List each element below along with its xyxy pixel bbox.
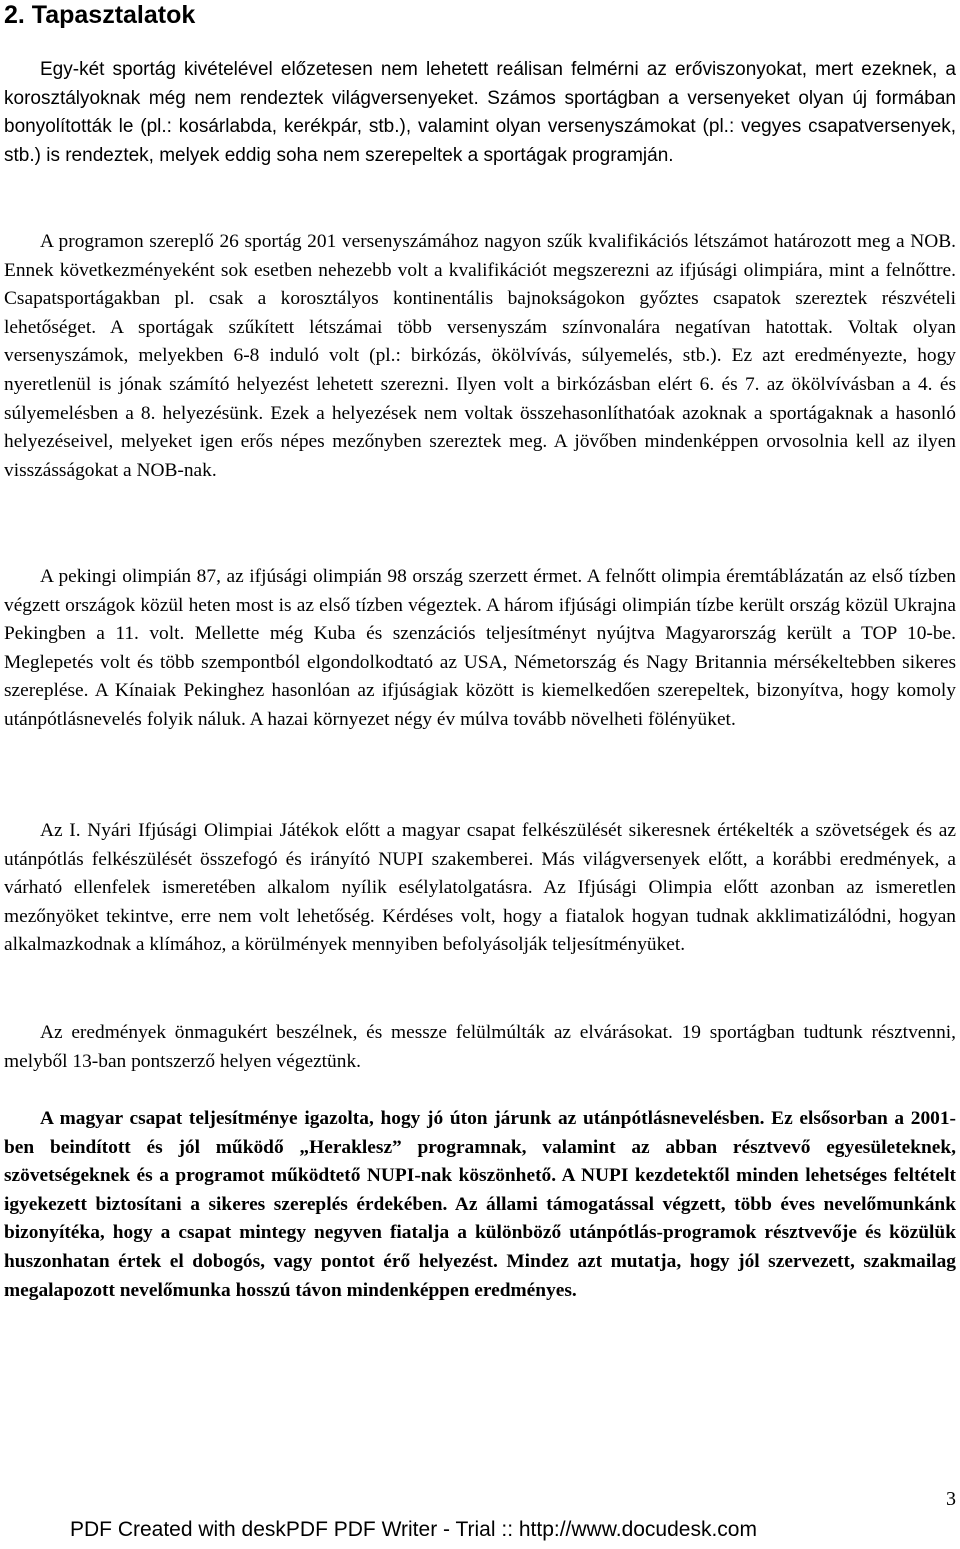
paragraph-3: A pekingi olimpián 87, az ifjúsági olimpián 98 ország szerzett érmet. A felnőtt olimpia éremtáblázatán az első tízben végzett országok közül heten most is az első tízben végeztek. A három ifjúsági olimpián tízbe került ország közül Ukrajna Pekingben a 11. volt. Mellette még Kuba és szenzációs teljesítményt nyújtva Magyarország került a TOP 10-be. Meglepetés volt és több szempontból elgondolkodtató az USA, Németország és Nagy Britannia mérsékeltebben sikeres szereplése. A Kínaiak Pekinghez hasonlóan az ifjúságiak között is kiemelkedően szerepeltek, bizonyítva, hogy komoly utánpótlásnevelés folyik náluk. A hazai környezet négy év múlva tovább növelheti fölényüket. (4, 566, 956, 730)
paragraph-6-bold: A magyar csapat teljesítménye igazolta, hogy jó úton járunk az utánpótlásnevelésben. Ez elsősorban a 2001-ben beindított és jól működő „Heraklesz” programnak, valamint az abban résztvevő egyesületeknek, szövetségeknek és a programot működtető NUPI-nak köszönhető. A NUPI kezdetektől minden lehetséges feltételt igyekezett biztosítani a sikeres szereplés érdekében. Az állami támogatással végzett, több éves nevelőmunkánk bizonyítéka, hogy a csapat mintegy negyven fiatalja a különböző utánpótlás-programok résztvevője és közülük huszonhatan értek el dobogós, vagy pontot érő helyezést. Mindez azt mutatja, hogy jól szervezett, szakmailag megalapozott nevelőmunka hosszú távon mindenképpen eredményes. (4, 1108, 956, 1301)
paragraph-1: Egy-két sportág kivételével előzetesen nem lehetett reálisan felmérni az erőviszonyokat, mert ezeknek, a korosztályoknak még nem rendeztek világversenyeket. Számos sportágban a versenyeket olyan új formában bonyolították le (pl.: kosárlabda, kerékpár, stb.), valamint olyan versenyszámokat (pl.: vegyes csapatversenyek, stb.) is rendeztek, melyek eddig soha nem szerepeltek a sportágak programján. (4, 59, 956, 166)
paragraph-4: Az I. Nyári Ifjúsági Olimpiai Játékok előtt a magyar csapat felkészülését sikeresnek értékelték a szövetségek és az utánpótlás felkészülését összefogó és irányító NUPI szakemberei. Más világversenyek előtt, a korábbi eredmények, a várható ellenfelek ismeretében alkalom nyílik esélylatolgatásra. Az Ifjúsági Olimpia előtt azonban az ismeretlen mezőnyöket tekintve, erre nem volt lehetőség. Kérdéses volt, hogy a fiatalok hogyan tudnak akklimatizálódni, hogyan alkalmazkodnak a klímához, a körülmények mennyiben befolyásolják teljesítményüket. (4, 820, 956, 956)
section-title: 2. Tapasztalatok (4, 1, 196, 29)
pdf-footer: PDF Created with deskPDF PDF Writer - Trial :: http://www.docudesk.com (70, 1518, 757, 1541)
paragraph-5: Az eredmények önmagukért beszélnek, és messze felülmúlták az elvárásokat. 19 sportágban tudtunk résztvenni, melyből 13-ban pontszerző helyen végeztünk. (4, 1022, 956, 1072)
page-number: 3 (946, 1488, 956, 1510)
paragraph-2: A programon szereplő 26 sportág 201 versenyszámához nagyon szűk kvalifikációs létszámot határozott meg a NOB. Ennek következményeként sok esetben nehezebb volt a kvalifikációt megszerezni az ifjúsági olimpiára, mint a felnőttre. Csapatsportágakban pl. csak a korosztályos kontinentális bajnokságokon győztes csapatok szereztek részvételi lehetőséget. A sportágak szűkített létszámai több versenyszám színvonalára negatívan hatottak. Voltak olyan versenyszámok, melyekben 6-8 induló volt (pl.: birkózás, ökölvívás, súlyemelés, stb.). Ez azt eredményezte, hogy nyeretlenül is jónak számító helyezést lehetett szerezni. Ilyen volt a birkózásban elért 6. és 7. az ökölvívásban a 4. és súlyemelésben a 8. helyezésünk. Ezek a helyezések nem voltak összehasonlíthatóak azoknak a sportágaknak a hasonló helyezéseivel, melyeket igen erős népes mezőnyben szereztek meg. A jövőben mindenképpen orvosolnia kell az ilyen visszásságokat a NOB-nak. (4, 231, 956, 481)
